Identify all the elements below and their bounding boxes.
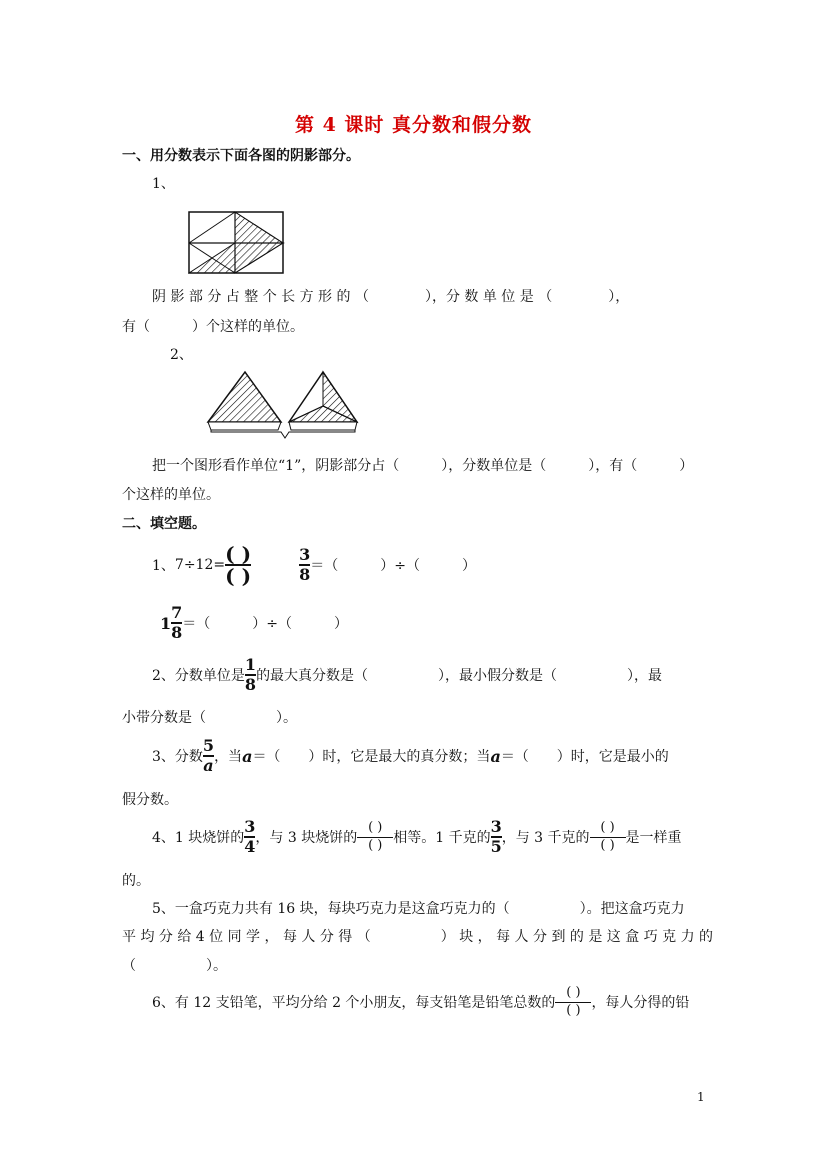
fill-q5-line-1: 5、一盒巧克力共有 16 块，每块巧克力是这盒巧克力的（ ）。把这盒巧克力 xyxy=(152,901,685,917)
blank-denominator: ( ) xyxy=(368,837,383,853)
section-2-heading: 二、填空题。 xyxy=(122,516,206,532)
blank-fraction xyxy=(555,986,591,1018)
question-2-number: 2、 xyxy=(170,347,193,363)
numerator: 7 xyxy=(171,603,183,622)
fraction-3-5 xyxy=(491,819,502,855)
fill-q3-line-2: 假分数。 xyxy=(122,792,178,808)
numerator: 1 xyxy=(244,655,257,674)
denominator: a xyxy=(203,756,214,775)
fill-q4-mid-3: ，与 3 千克的 xyxy=(501,830,590,846)
fill-q1-expr-b: ＝（ ）÷（ ） xyxy=(310,558,476,574)
fill-q4-line-1 xyxy=(152,815,682,859)
fill-q4-mid-1: ，与 3 块烧饼的 xyxy=(255,830,358,846)
blank-numerator: ( ) xyxy=(368,820,383,836)
fraction-5-a xyxy=(203,738,214,774)
triangles-figure xyxy=(205,368,360,440)
blank-fraction xyxy=(357,821,393,853)
variable-a: a xyxy=(490,746,501,766)
fraction-3-4 xyxy=(244,819,255,855)
fill-q6-post: ，每人分得的铅 xyxy=(591,995,690,1011)
fraction-3-8 xyxy=(299,547,310,583)
rectangle-figure xyxy=(188,211,286,275)
denominator: 4 xyxy=(244,837,256,856)
page-number: 1 xyxy=(697,1090,705,1104)
fraction-1-8 xyxy=(245,657,256,693)
fill-q3-line-1 xyxy=(152,736,669,776)
fill-q4-line-2: 的。 xyxy=(122,873,150,889)
blank-numerator: ( ) xyxy=(225,542,252,566)
fill-q3-mid-2: ＝（ ）时，它是最大的真分数；当 xyxy=(252,749,491,765)
fill-q2-line-1 xyxy=(152,655,662,695)
question-1-line-1: 阴 影 部 分 占 整 个 长 方 形 的 （ ），分 数 单 位 是 （ ）， xyxy=(152,289,630,305)
denominator: 8 xyxy=(244,675,257,694)
fill-q6-pre: 6、有 12 支铅笔，平均分给 2 个小朋友，每支铅笔是铅笔总数的 xyxy=(152,995,556,1011)
blank-numerator: ( ) xyxy=(600,820,615,836)
blank-fraction xyxy=(225,544,251,586)
fill-q2-pre: 2、分数单位是 xyxy=(152,668,245,684)
numerator: 3 xyxy=(244,817,256,836)
numerator: 3 xyxy=(299,545,311,564)
fill-q1-number: 1、 xyxy=(152,558,175,574)
question-1-line-2: 有（ ）个这样的单位。 xyxy=(122,319,304,335)
section-1-heading: 一、用分数表示下面各图的阴影部分。 xyxy=(122,148,360,164)
fill-q2-line-2: 小带分数是（ ）。 xyxy=(122,710,297,726)
fill-q4-mid-2: 相等。1 千克的 xyxy=(393,830,491,846)
fill-q6-line-1 xyxy=(152,980,689,1024)
denominator: 8 xyxy=(299,565,311,584)
page-title: 第 4 课时 真分数和假分数 xyxy=(294,114,533,136)
question-2-line-1: 把一个图形看作单位“1”，阴影部分占（ ），分数单位是（ ），有（ ） xyxy=(152,458,694,474)
fill-q3-mid-3: ＝（ ）时，它是最小的 xyxy=(500,749,669,765)
fill-q3-pre: 3、分数 xyxy=(152,749,203,765)
fill-q4-post: 是一样重 xyxy=(625,830,682,846)
mixed-fraction xyxy=(171,605,182,641)
blank-denominator: ( ) xyxy=(566,1002,581,1018)
fill-q5-line-2: 平 均 分 给 4 位 同 学 ， 每 人 分 得 （ ） 块 ， 每 人 分 到 的 是 这 盒 巧 克 力 的 xyxy=(122,929,714,945)
fill-q2-post: 的最大真分数是（ ），最小假分数是（ ），最 xyxy=(256,668,663,684)
fill-q4-pre: 4、1 块烧饼的 xyxy=(152,830,245,846)
fill-q3-mid-1: ，当 xyxy=(214,749,243,765)
blank-fraction xyxy=(590,821,626,853)
mixed-whole: 1 xyxy=(160,613,172,633)
blank-denominator: ( ) xyxy=(225,564,252,588)
numerator: 5 xyxy=(202,736,215,755)
fill-q1-expr-c: ＝（ ）÷（ ） xyxy=(182,616,349,632)
numerator: 3 xyxy=(490,817,502,836)
denominator: 5 xyxy=(490,837,502,856)
question-2-line-2: 个这样的单位。 xyxy=(122,487,220,503)
blank-numerator: ( ) xyxy=(566,985,581,1001)
blank-denominator: ( ) xyxy=(600,837,615,853)
variable-a: a xyxy=(242,746,253,766)
question-1-number: 1、 xyxy=(152,176,175,192)
denominator: 8 xyxy=(171,623,183,642)
fill-q1-row-1 xyxy=(152,542,476,588)
fill-q5-line-3: （ ）。 xyxy=(122,958,227,974)
fill-q1-expr-a: 7÷12= xyxy=(174,557,226,573)
fill-q1-row-2 xyxy=(160,603,348,643)
